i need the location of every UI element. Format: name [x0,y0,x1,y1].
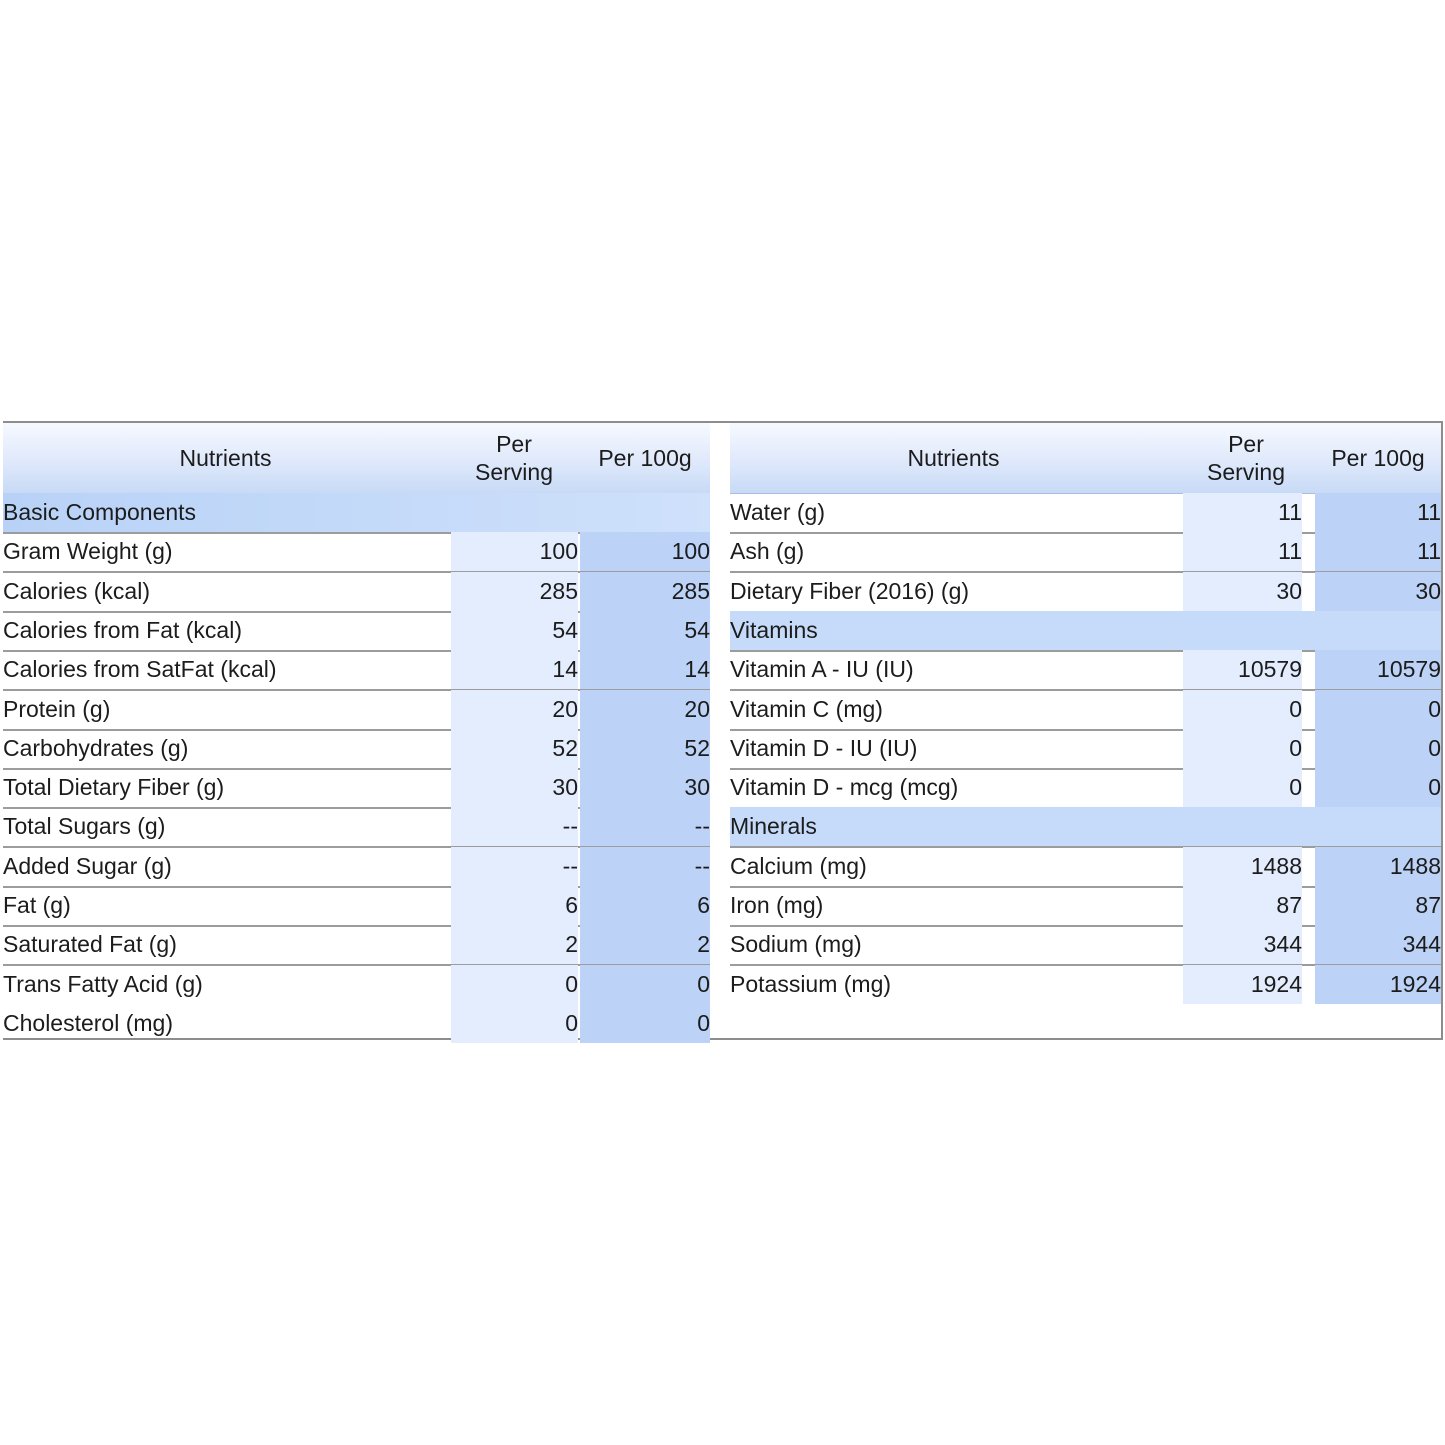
per-serving-value: -- [451,847,578,886]
per-serving-value: 1488 [1183,847,1302,886]
table-row [730,690,1441,731]
table-row [3,650,710,691]
nutrient-name: Sodium (mg) [730,931,862,958]
table-row [730,886,1441,927]
header-per-serving: Per Serving [1207,431,1285,485]
table-row [3,729,710,770]
table-row [730,650,1441,691]
per-serving-value: -- [451,807,578,846]
per-serving-value: 0 [1183,729,1302,768]
per-100g-value: 2 [580,925,710,964]
per-serving-value: 100 [451,532,578,571]
per-100g-value [580,493,710,532]
per-100g-value: 0 [1315,768,1441,807]
nutrient-name: Vitamin D - mcg (mcg) [730,774,959,801]
table-row [730,572,1441,613]
nutrient-name: Trans Fatty Acid (g) [3,970,203,997]
table-row [3,1004,710,1043]
nutrient-name: Iron (mg) [730,892,824,918]
table-row [730,729,1441,770]
per-100g-value: 344 [1315,925,1441,964]
nutrient-name: Vitamin A - IU (IU) [730,656,914,683]
per-100g-value: 1488 [1315,847,1441,886]
per-100g-value: 6 [580,886,710,925]
per-serving-value: 285 [451,572,578,611]
table-row [3,807,710,848]
table-row [3,690,710,731]
nutrition-table [3,421,1443,1040]
per-serving-value: 11 [1183,493,1302,532]
header-per-100g: Per 100g [1331,445,1425,471]
nutrient-name: Saturated Fat (g) [3,931,177,958]
table-row [730,532,1441,573]
per-serving-value: 11 [1183,532,1302,571]
header-nutrients: Nutrients [179,445,272,471]
per-100g-value: 14 [580,650,710,689]
section-label: Minerals [730,813,817,840]
per-serving-value: 10579 [1183,650,1302,689]
table-row [730,493,1441,534]
nutrient-name: Cholesterol (mg) [3,1009,173,1036]
table-row [3,572,710,613]
table-row [3,532,710,573]
nutrient-name: Potassium (mg) [730,970,892,997]
per-100g-value [1315,807,1441,846]
section-label: Vitamins [730,616,818,643]
per-serving-value: 6 [451,886,578,925]
nutrient-name: Calories from Fat (kcal) [3,616,242,643]
per-100g-value: 0 [1315,729,1441,768]
nutrient-name: Dietary Fiber (2016) (g) [730,577,970,604]
nutrient-name: Gram Weight (g) [3,538,173,565]
nutrient-name: Protein (g) [3,695,111,722]
per-serving-value [1183,611,1302,650]
per-serving-value [1183,807,1302,846]
per-100g-value: 11 [1315,532,1441,571]
per-serving-value: 0 [1183,768,1302,807]
per-serving-value: 344 [1183,925,1302,964]
per-100g-value: 11 [1315,493,1441,532]
table-row [3,886,710,927]
table-row [730,925,1441,966]
per-serving-value: 0 [451,1004,578,1043]
right-nutrient-table [730,423,1441,1038]
per-serving-value: 0 [451,965,578,1004]
table-row [3,611,710,652]
per-100g-value: -- [580,847,710,886]
header-per-100g: Per 100g [598,445,692,471]
per-100g-value: 100 [580,532,710,571]
section-header-row [730,611,1441,652]
nutrient-name: Fat (g) [3,892,71,918]
table-row [3,925,710,966]
per-serving-value: 1924 [1183,965,1302,1004]
per-100g-value: 0 [1315,690,1441,729]
per-100g-value: 54 [580,611,710,650]
nutrient-name: Vitamin C (mg) [730,695,883,722]
per-serving-value [451,493,578,532]
per-100g-value: 52 [580,729,710,768]
per-serving-value: 52 [451,729,578,768]
per-100g-value: 10579 [1315,650,1441,689]
table-header [730,423,1441,494]
nutrient-name: Calories (kcal) [3,577,150,604]
table-row [3,847,710,888]
header-nutrients: Nutrients [907,445,1000,471]
per-serving-value: 20 [451,690,578,729]
per-serving-value: 0 [1183,690,1302,729]
section-header-row [3,493,710,534]
per-100g-value: 87 [1315,886,1441,925]
per-serving-value: 2 [451,925,578,964]
left-nutrient-table [3,423,710,1038]
header-per-serving: Per Serving [475,431,553,485]
per-100g-value: 0 [580,965,710,1004]
per-100g-value: 285 [580,572,710,611]
per-100g-value: 30 [1315,572,1441,611]
section-label: Basic Components [3,499,197,525]
per-serving-value: 54 [451,611,578,650]
table-header [3,423,710,494]
table-row [3,965,710,1004]
section-header-row [730,807,1441,848]
nutrient-name: Vitamin D - IU (IU) [730,734,918,761]
per-serving-value: 14 [451,650,578,689]
nutrient-name: Ash (g) [730,538,805,565]
nutrient-name: Total Sugars (g) [3,813,166,840]
nutrient-name: Added Sugar (g) [3,852,172,879]
per-100g-value: 1924 [1315,965,1441,1004]
nutrient-name: Carbohydrates (g) [3,734,189,761]
table-row [730,965,1441,1004]
nutrient-name: Total Dietary Fiber (g) [3,774,225,801]
nutrient-name: Water (g) [730,499,825,525]
per-serving-value: 30 [1183,572,1302,611]
table-row [730,847,1441,888]
per-100g-value: -- [580,807,710,846]
per-serving-value: 30 [451,768,578,807]
per-100g-value: 30 [580,768,710,807]
nutrient-name: Calcium (mg) [730,852,867,879]
per-serving-value: 87 [1183,886,1302,925]
per-100g-value: 0 [580,1004,710,1043]
nutrient-name: Calories from SatFat (kcal) [3,656,277,683]
table-row [3,768,710,809]
per-100g-value: 20 [580,690,710,729]
per-100g-value [1315,611,1441,650]
table-row [730,768,1441,809]
